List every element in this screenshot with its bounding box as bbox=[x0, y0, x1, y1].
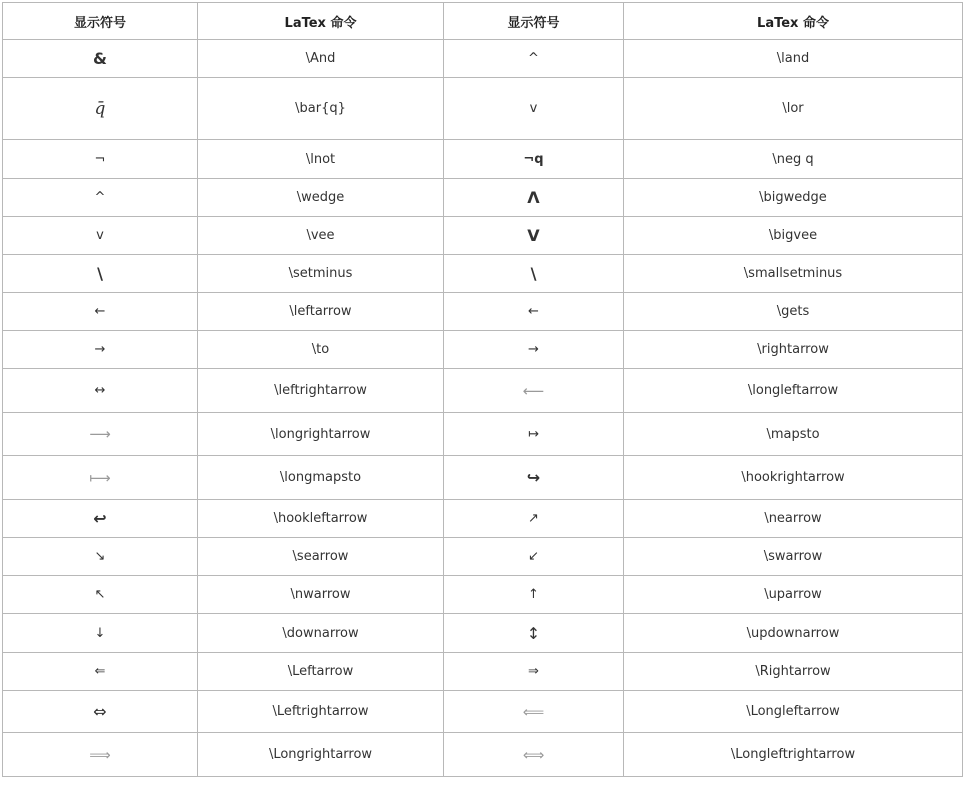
command-cell: \Leftarrow bbox=[198, 653, 444, 691]
command-cell: \bar{q} bbox=[198, 78, 444, 140]
command-cell: \lor bbox=[624, 78, 963, 140]
command-cell: \vee bbox=[198, 217, 444, 255]
symbol-cell: ↖ bbox=[3, 576, 198, 614]
command-cell: \neg q bbox=[624, 140, 963, 179]
symbol-cell: ← bbox=[3, 293, 198, 331]
command-cell: \smallsetminus bbox=[624, 255, 963, 293]
symbol-cell: → bbox=[444, 331, 624, 369]
command-cell: \Longleftarrow bbox=[624, 691, 963, 733]
table-row bbox=[3, 40, 963, 78]
command-cell: \nwarrow bbox=[198, 576, 444, 614]
symbol-cell: ⟹ bbox=[3, 733, 198, 777]
command-cell: \lnot bbox=[198, 140, 444, 179]
header-latex-command: LaTex 命令 bbox=[198, 3, 444, 40]
command-cell: \rightarrow bbox=[624, 331, 963, 369]
symbol-cell: ↘ bbox=[3, 538, 198, 576]
symbol-cell: ^ bbox=[444, 40, 624, 78]
symbol-cell: ↓ bbox=[3, 614, 198, 653]
header-latex-command: LaTex 命令 bbox=[624, 3, 963, 40]
symbol-cell: ↦ bbox=[444, 413, 624, 456]
command-cell: \uparrow bbox=[624, 576, 963, 614]
symbol-cell: ↗ bbox=[444, 500, 624, 538]
command-cell: \Longleftrightarrow bbox=[624, 733, 963, 777]
symbol-cell: ⇐ bbox=[3, 653, 198, 691]
table-row bbox=[3, 369, 963, 413]
symbol-cell: ↔ bbox=[3, 369, 198, 413]
command-cell: \Longrightarrow bbox=[198, 733, 444, 777]
command-cell: \swarrow bbox=[624, 538, 963, 576]
symbol-cell: ↕ bbox=[444, 614, 624, 653]
command-cell: \wedge bbox=[198, 179, 444, 217]
symbol-cell: v bbox=[444, 78, 624, 140]
symbol-cell: ⟵ bbox=[444, 369, 624, 413]
symbol-cell: Λ bbox=[444, 179, 624, 217]
command-cell: \mapsto bbox=[624, 413, 963, 456]
command-cell: \searrow bbox=[198, 538, 444, 576]
symbol-cell: ← bbox=[444, 293, 624, 331]
command-cell: \And bbox=[198, 40, 444, 78]
symbol-cell: ↪ bbox=[444, 456, 624, 500]
command-cell: \Leftrightarrow bbox=[198, 691, 444, 733]
command-cell: \downarrow bbox=[198, 614, 444, 653]
symbol-cell: \ bbox=[444, 255, 624, 293]
table-row bbox=[3, 179, 963, 217]
table-row bbox=[3, 500, 963, 538]
command-cell: \hookleftarrow bbox=[198, 500, 444, 538]
symbol-cell: ↩ bbox=[3, 500, 198, 538]
symbol-cell: ⇒ bbox=[444, 653, 624, 691]
symbol-cell: & bbox=[3, 40, 198, 78]
command-cell: \setminus bbox=[198, 255, 444, 293]
command-cell: \longrightarrow bbox=[198, 413, 444, 456]
table-row bbox=[3, 293, 963, 331]
table-row bbox=[3, 576, 963, 614]
symbol-cell: ⇔ bbox=[3, 691, 198, 733]
command-cell: \bigvee bbox=[624, 217, 963, 255]
symbol-cell: ⟶ bbox=[3, 413, 198, 456]
symbol-cell: \ bbox=[3, 255, 198, 293]
symbol-cell: ¬ bbox=[3, 140, 198, 179]
header-display-symbol: 显示符号 bbox=[3, 3, 198, 40]
symbol-cell: ¬q bbox=[444, 140, 624, 179]
command-cell: \Rightarrow bbox=[624, 653, 963, 691]
command-cell: \land bbox=[624, 40, 963, 78]
table-row bbox=[3, 140, 963, 179]
header-display-symbol: 显示符号 bbox=[444, 3, 624, 40]
symbol-cell: ⟸ bbox=[444, 691, 624, 733]
command-cell: \to bbox=[198, 331, 444, 369]
command-cell: \longleftarrow bbox=[624, 369, 963, 413]
command-cell: \leftrightarrow bbox=[198, 369, 444, 413]
symbol-cell: → bbox=[3, 331, 198, 369]
table-row bbox=[3, 456, 963, 500]
symbol-cell: ^ bbox=[3, 179, 198, 217]
command-cell: \leftarrow bbox=[198, 293, 444, 331]
table-row bbox=[3, 413, 963, 456]
table-row bbox=[3, 78, 963, 140]
symbol-cell: ↑ bbox=[444, 576, 624, 614]
table-row bbox=[3, 255, 963, 293]
command-cell: \updownarrow bbox=[624, 614, 963, 653]
command-cell: \gets bbox=[624, 293, 963, 331]
latex-symbol-table bbox=[2, 2, 963, 777]
command-cell: \nearrow bbox=[624, 500, 963, 538]
table-row bbox=[3, 733, 963, 777]
symbol-cell: q̄ bbox=[3, 78, 198, 140]
table-row bbox=[3, 331, 963, 369]
command-cell: \hookrightarrow bbox=[624, 456, 963, 500]
symbol-cell: V bbox=[444, 217, 624, 255]
table-row bbox=[3, 614, 963, 653]
command-cell: \longmapsto bbox=[198, 456, 444, 500]
table-row bbox=[3, 691, 963, 733]
symbol-cell: ↙ bbox=[444, 538, 624, 576]
table-row bbox=[3, 653, 963, 691]
command-cell: \bigwedge bbox=[624, 179, 963, 217]
table-header-row bbox=[3, 3, 963, 40]
symbol-cell: ⟼ bbox=[3, 456, 198, 500]
symbol-cell: v bbox=[3, 217, 198, 255]
table-row bbox=[3, 217, 963, 255]
symbol-cell: ⟺ bbox=[444, 733, 624, 777]
table-row bbox=[3, 538, 963, 576]
